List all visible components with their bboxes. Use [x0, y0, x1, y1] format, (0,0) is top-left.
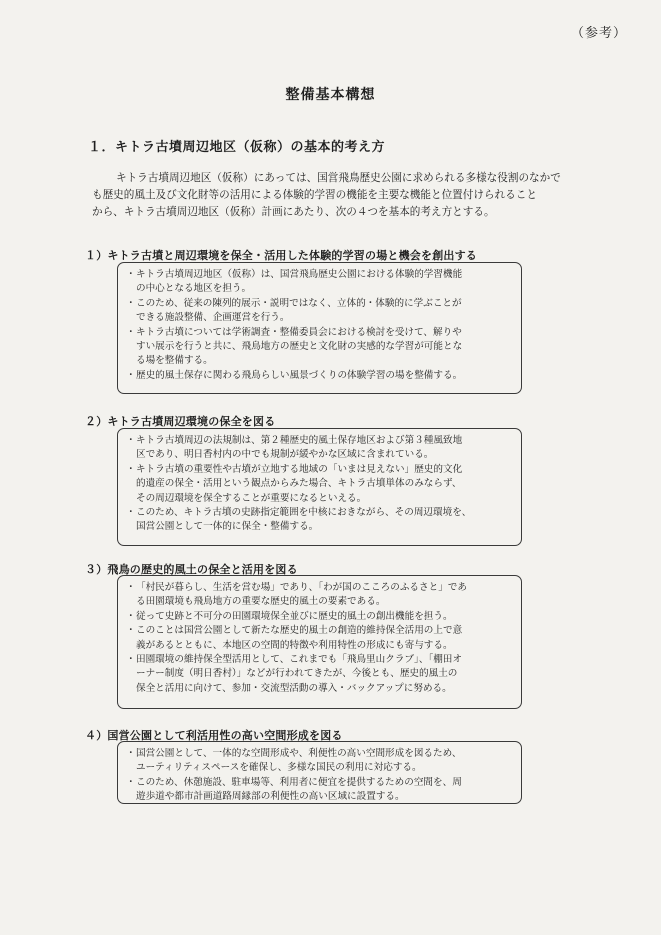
subsection-title: ３）飛鳥の歴史的風土の保全と活用を図る [85, 563, 298, 576]
list-item [126, 326, 515, 369]
page-title: 整備基本構想 [285, 87, 376, 103]
intro-line: も歴史的風土及び文化財等の活用による体験的学習の機能を主要な機能と位置付けられること [92, 189, 537, 201]
item-line: すい展示を行うと共に、飛鳥地方の歴史と文化財の実感的な学習が可能とな [136, 341, 463, 353]
list-item [126, 653, 515, 696]
list-item [126, 624, 515, 653]
reference-label: （参考） [570, 26, 627, 41]
list-item [126, 297, 515, 326]
bullet-list [126, 581, 515, 696]
item-line: その周辺環境を保全することが重要になるといえる。 [136, 492, 367, 504]
subsection-title: ２）キトラ古墳周辺環境の保全を図る [85, 415, 276, 428]
item-line: ・ キトラ古墳については学術調査・整備委員会における検討を受けて、解りや [126, 326, 515, 340]
list-item [126, 434, 515, 463]
list-item [126, 369, 515, 383]
list-item [126, 610, 515, 624]
item-line: ・ キトラ古墳の重要性や古墳が立地する地域の「いまは見えない」歴史的文化 [126, 463, 515, 477]
list-item [126, 581, 515, 610]
subsection-box [117, 575, 522, 709]
item-line: の中心となる地区を担う。 [136, 283, 252, 295]
list-item [126, 463, 515, 506]
intro-paragraph [92, 170, 592, 221]
bullet-list [126, 747, 515, 805]
subsection-title: ４）国営公園として利活用性の高い空間形成を図る [85, 729, 343, 742]
list-item [126, 268, 515, 297]
item-line: ・ 歴史的風土保存に関わる飛鳥らしい風景づくりの体験学習の場を整備する。 [126, 369, 515, 383]
item-line: できる施設整備、企画運営を行う。 [136, 312, 290, 324]
item-line: ・ キトラ古墳周辺地区（仮称）は、国営飛鳥歴史公園における体験的学習機能 [126, 268, 515, 282]
item-line: る田園環境も飛鳥地方の重要な歴史的風土の要素である。 [136, 596, 386, 608]
item-line: 的遺産の保全・活用という観点からみた場合、キトラ古墳単体のみならず、 [136, 478, 462, 490]
item-line: 保全と活用に向けて、参加・交流型活動の導入・バックアップに努める。 [136, 682, 452, 694]
item-line: ・ 従って史跡と不可分の田園環境保全並びに歴史的風土の創出機能を担う。 [126, 610, 515, 624]
subsection-box [117, 262, 522, 394]
intro-line: キトラ古墳周辺地区（仮称）にあっては、国営飛鳥歴史公園に求められる多様な役割のなかで [116, 172, 561, 184]
item-line: ・ このため、休憩施設、駐車場等、利用者に便宜を提供するための空間を、周 [126, 776, 515, 790]
item-line: ・ キトラ古墳周辺の法規制は、第２種歴史的風土保存地区および第３種風致地 [126, 434, 515, 448]
item-line: る場を整備する。 [136, 355, 213, 367]
item-line: 国営公園として一体的に保全・整備する。 [136, 521, 319, 533]
item-line: ・ このため、従来の陳列的展示・説明ではなく、立体的・体験的に学ぶことが [126, 297, 515, 311]
item-line: ・ 田園環境の維持保全型活用として、これまでも「飛鳥里山クラブ」、「棚田オ [126, 653, 515, 667]
subsection-box [117, 428, 522, 546]
list-item [126, 747, 515, 776]
item-line: ・ このことは国営公園として新たな歴史的風土の創造的維持保全活用の上で意 [126, 624, 515, 638]
item-line: 遊歩道や都市計画道路周縁部の利便性の高い区域に設置する。 [136, 791, 405, 803]
item-line: 義があるとともに、本地区の空間的特徴や利用特性の形成にも寄与する。 [136, 639, 453, 651]
item-line: ・ このため、キトラ古墳の史跡指定範囲を中核におきながら、その周辺環境を、 [126, 506, 515, 520]
intro-line: から、キトラ古墳周辺地区（仮称）計画にあたり、次の４つを基本的考え方とする。 [92, 206, 495, 218]
bullet-list [126, 268, 515, 383]
item-line: ・ 「村民が暮らし、生活を営む場」であり、「わが国のこころのふるさと」であ [126, 581, 515, 595]
item-line: ユーティリティスペースを確保し、多様な国民の利用に対応する。 [136, 762, 422, 774]
item-line: ーナー制度（明日香村）」などが行われてきたが、今後とも、歴史的風土の [136, 668, 458, 680]
item-line: ・ 国営公園として、一体的な空間形成や、利便性の高い空間形成を図るため、 [126, 747, 515, 761]
list-item [126, 506, 515, 535]
section-heading: １．キトラ古墳周辺地区（仮称）の基本的考え方 [88, 140, 386, 155]
subsection-box [117, 741, 522, 804]
bullet-list [126, 434, 515, 535]
item-line: 区であり、明日香村内の中でも規制が緩やかな区域に含まれている。 [136, 449, 434, 461]
list-item [126, 776, 515, 805]
subsection-title: １）キトラ古墳と周辺環境を保全・活用した体験的学習の場と機会を創出する [85, 249, 477, 262]
